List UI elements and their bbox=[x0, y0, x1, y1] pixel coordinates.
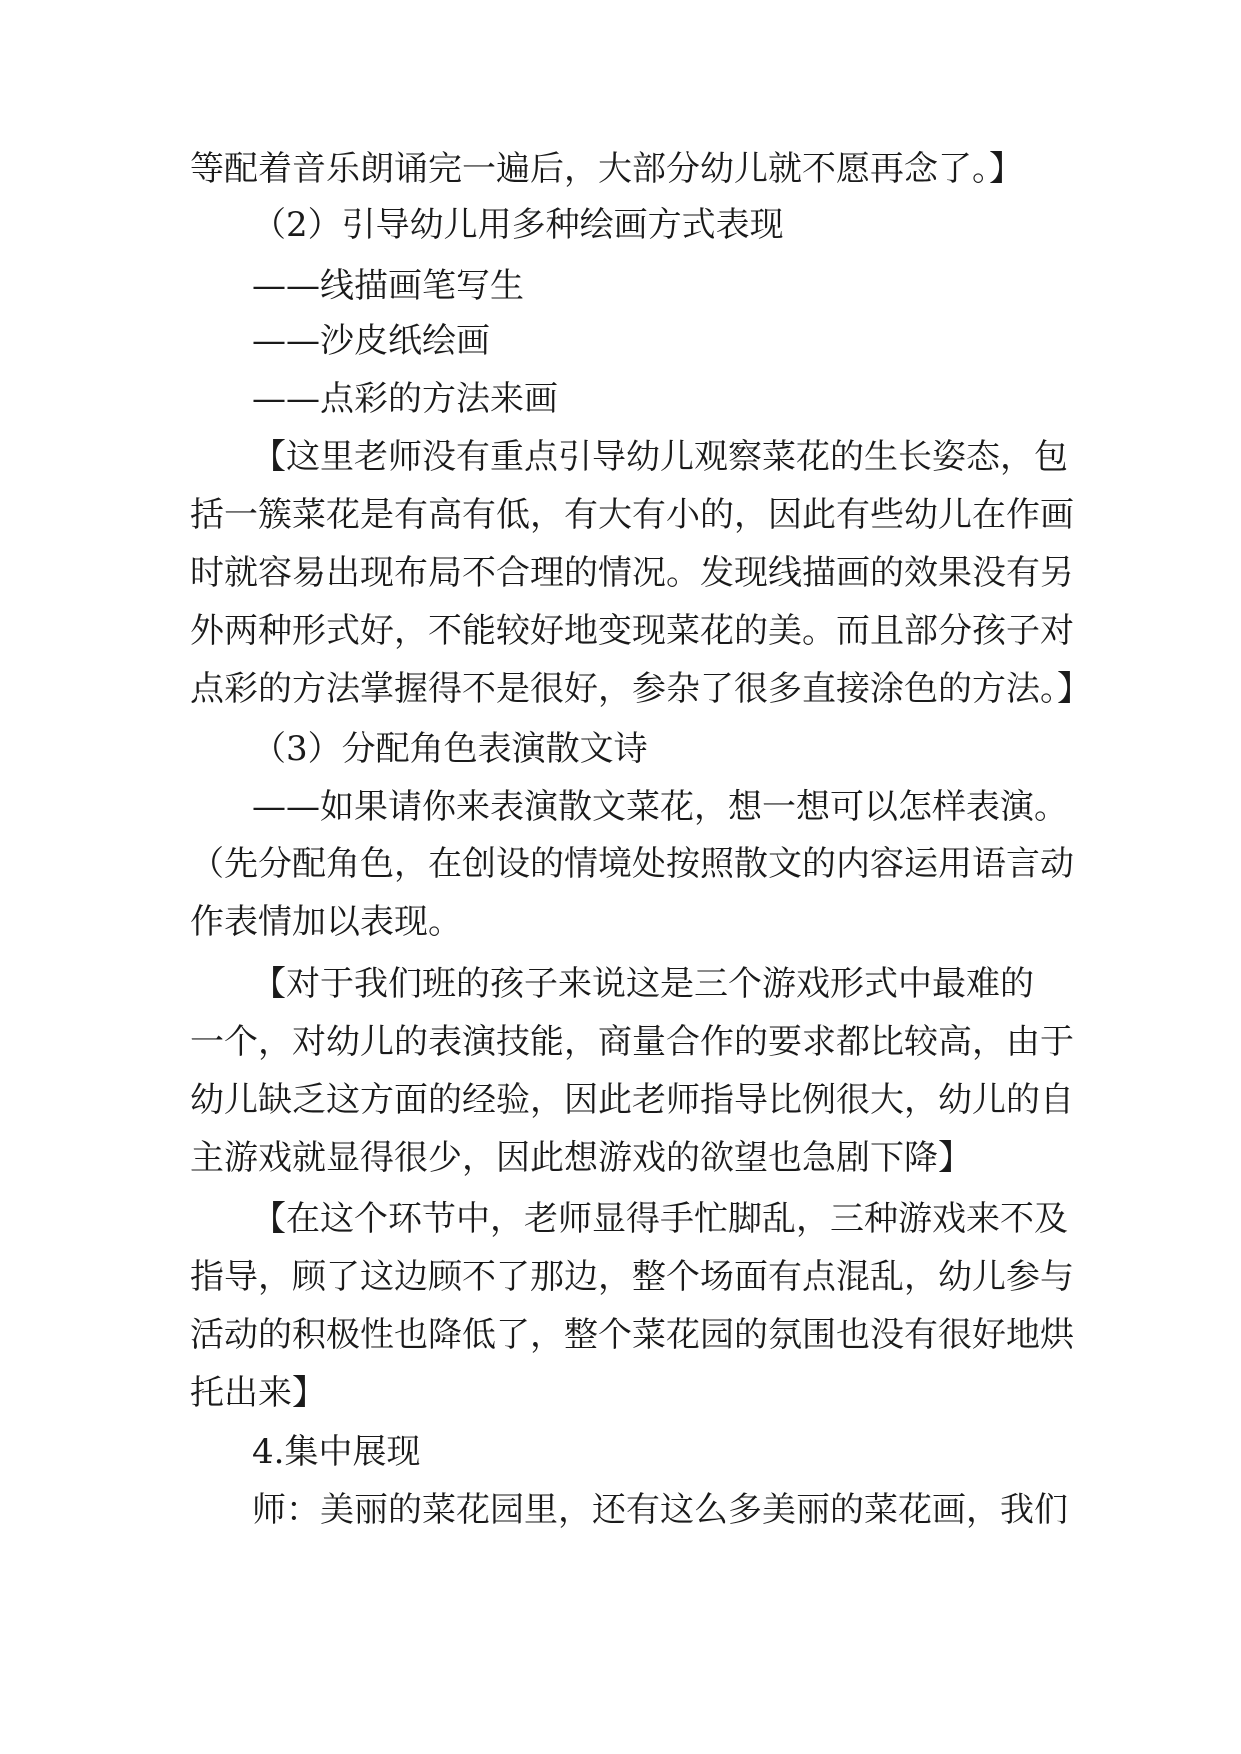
text-line: 幼儿缺乏这方面的经验，因此老师指导比例很大，幼儿的自 bbox=[190, 1080, 1074, 1120]
text-line: ——点彩的方法来画 bbox=[252, 379, 558, 419]
text-line: 指导，顾了这边顾不了那边，整个场面有点混乱，幼儿参与 bbox=[190, 1257, 1074, 1297]
text-line: 时就容易出现布局不合理的情况。发现线描画的效果没有另 bbox=[190, 553, 1074, 593]
text-line: （3）分配角色表演散文诗 bbox=[252, 729, 648, 769]
text-line: 外两种形式好，不能较好地变现菜花的美。而且部分孩子对 bbox=[190, 611, 1074, 651]
text-line: 【这里老师没有重点引导幼儿观察菜花的生长姿态，包 bbox=[252, 437, 1068, 477]
text-line: （2）引导幼儿用多种绘画方式表现 bbox=[252, 205, 784, 245]
text-line: 等配着音乐朗诵完一遍后，大部分幼儿就不愿再念了。】 bbox=[190, 149, 1023, 189]
text-line: ——线描画笔写生 bbox=[252, 266, 524, 306]
text-line: 作表情加以表现。 bbox=[190, 902, 462, 942]
text-line: 活动的积极性也降低了，整个菜花园的氛围也没有很好地烘 bbox=[190, 1315, 1074, 1355]
text-line: 托出来】 bbox=[190, 1373, 326, 1413]
text-line: 括一簇菜花是有高有低，有大有小的，因此有些幼儿在作画 bbox=[190, 495, 1074, 535]
text-line: 一个，对幼儿的表演技能，商量合作的要求都比较高，由于 bbox=[190, 1022, 1074, 1062]
text-line: 4.集中展现 bbox=[252, 1432, 421, 1472]
text-line: ——沙皮纸绘画 bbox=[252, 321, 490, 361]
text-line: 【在这个环节中，老师显得手忙脚乱，三种游戏来不及 bbox=[252, 1199, 1068, 1239]
text-line: 主游戏就显得很少，因此想游戏的欲望也急剧下降】 bbox=[190, 1138, 972, 1178]
text-line: ——如果请你来表演散文菜花，想一想可以怎样表演。 bbox=[252, 787, 1068, 827]
text-line: （先分配角色，在创设的情境处按照散文的内容运用语言动 bbox=[190, 844, 1074, 884]
text-line: 【对于我们班的孩子来说这是三个游戏形式中最难的 bbox=[252, 964, 1034, 1004]
text-line: 师：美丽的菜花园里，还有这么多美丽的菜花画，我们 bbox=[252, 1490, 1068, 1530]
text-line: 点彩的方法掌握得不是很好，参杂了很多直接涂色的方法。】 bbox=[190, 669, 1091, 709]
